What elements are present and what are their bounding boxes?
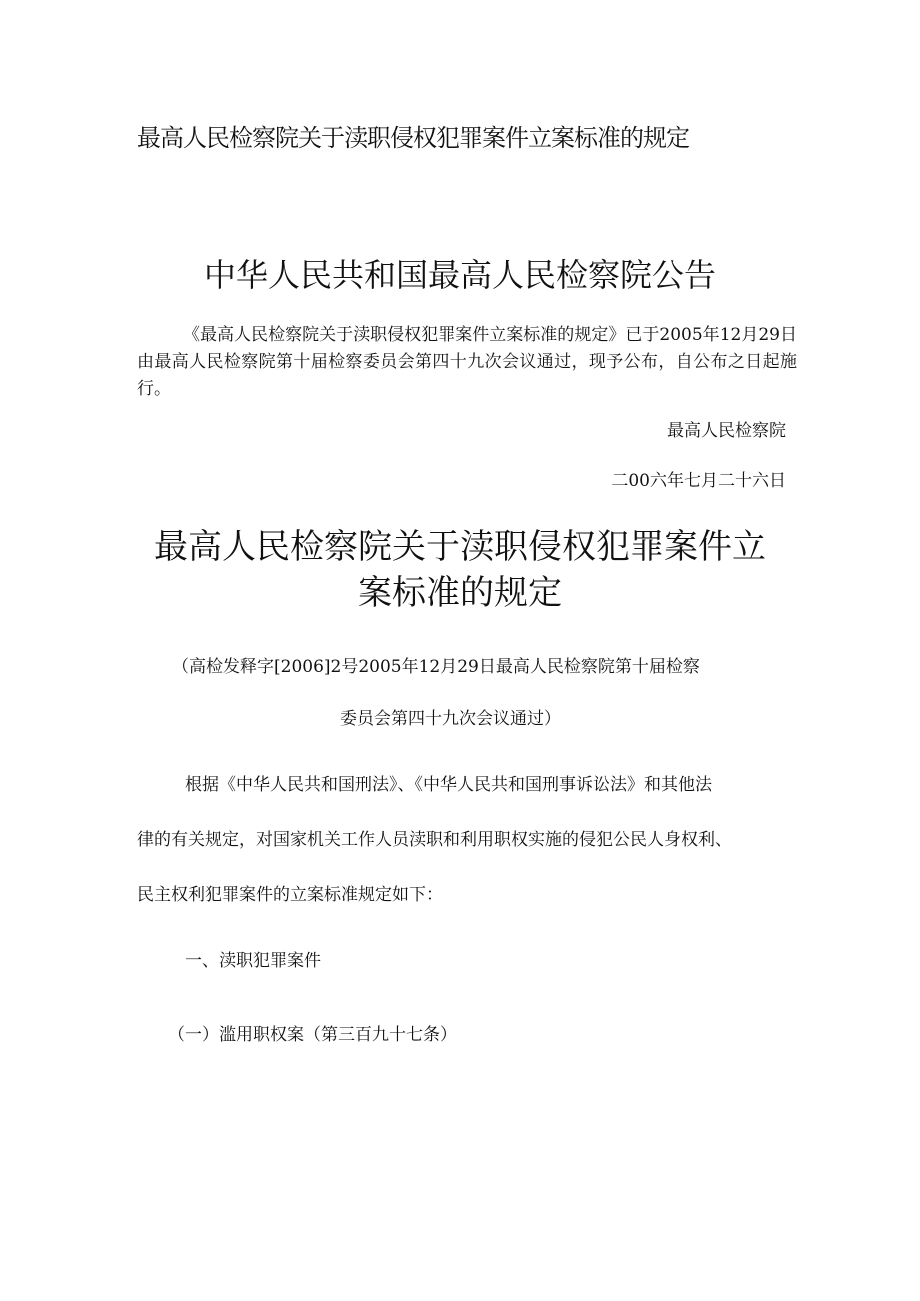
notice-date: 二00六年七月二十六日 (611, 471, 786, 491)
intro-line-1: 根据《中华人民共和国刑法》、《中华人民共和国刑事诉讼法》和其他法 (185, 775, 712, 795)
notice-issuer: 最高人民检察院 (667, 421, 786, 441)
subsection-heading: （一）滥用职权案（第三百九十七条） (168, 1025, 457, 1045)
document-header-title: 最高人民检察院关于渎职侵权犯罪案件立案标准的规定 (137, 124, 689, 152)
section-heading: 一、渎职犯罪案件 (185, 951, 321, 971)
regulation-title-line-2: 案标准的规定 (358, 573, 562, 613)
regulation-title (0, 524, 920, 616)
notice-body: 《最高人民检察院关于渎职侵权犯罪案件立案标准的规定》已于2005年12月29日由最高人民检察院第十届检察委员会第四十九次会议通过，现予公布，自公布之日起施行。 (137, 325, 797, 399)
regulation-title-line-1: 最高人民检察院关于渎职侵权犯罪案件立 (154, 527, 766, 567)
regulation-reference-line-2: 委员会第四十九次会议通过） (340, 709, 561, 729)
notice-title: 中华人民共和国最高人民检察院公告 (203, 256, 716, 294)
regulation-intro-paragraph (137, 772, 797, 937)
intro-line-3: 民主权利犯罪案件的立案标准规定如下： (137, 885, 443, 905)
intro-line-2: 律的有关规定，对国家机关工作人员渎职和利用职权实施的侵犯公民人身权利、 (137, 830, 732, 850)
regulation-reference-line-1: （高检发释字[2006]2号2005年12月29日最高人民检察院第十届检察 (172, 657, 700, 677)
